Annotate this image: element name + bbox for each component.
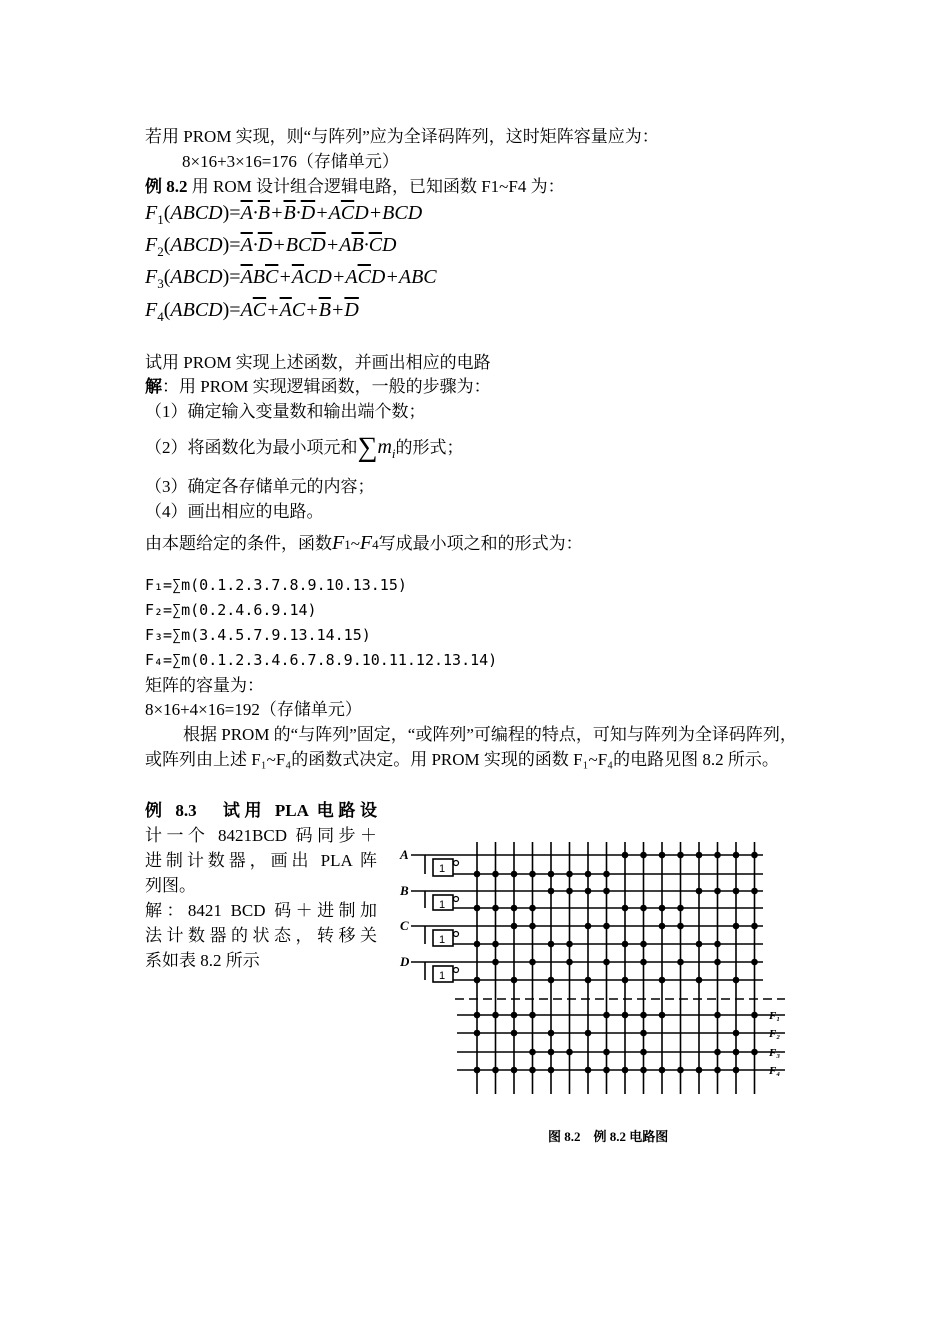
connection-dot [733,852,740,859]
connection-dot [566,888,573,895]
or-connection-dot [603,1049,610,1056]
inverter-bubble [454,932,459,937]
step-3: （3）确定各存储单元的内容； [145,477,375,496]
or-connection-dot [474,1067,481,1074]
connection-dot [474,871,481,878]
connection-dot [677,959,684,966]
connection-dot [529,923,536,930]
connection-dot [714,959,721,966]
example-8-3-line-7: 系如表 8.2 所示 [145,951,260,970]
connection-dot [714,941,721,948]
solution-label: 解 [145,377,162,396]
or-connection-dot [751,1012,758,1019]
connection-dot [492,941,499,948]
output-label: F₃ [769,1047,781,1059]
connection-dot [640,959,647,966]
or-connection-dot [529,1049,536,1056]
connection-dot [585,888,592,895]
figure-caption: 图 8.2 例 8.2 电路图 [548,1129,669,1144]
example-8-3-line-1: 例 8.3 试用 PLA 电路设 [145,801,377,820]
connection-dot [714,888,721,895]
connection-dot [640,852,647,859]
text-line-6: 由本题给定的条件，函数F1~F4写成最小项之和的形式为： [145,532,583,554]
or-connection-dot [714,1012,721,1019]
connection-dot [659,852,666,859]
formula-f4: $F_4(ABCD)=A\overline{C}+\overline{A}C+\overline{B}+\overline{D}$ [145,299,359,324]
prom-circuit-diagram [395,832,795,1097]
or-connection-dot [548,1030,555,1037]
inverter-bubble [454,861,459,866]
or-connection-dot [529,1012,536,1019]
connection-dot [474,941,481,948]
formula-f2: $F_2(ABCD)=\overline{A}\cdot\overline{D}+BC\overline{D}+A\overline{B}\cdot\overline{C}D$ [145,234,397,259]
connection-dot [603,888,610,895]
connection-dot [511,977,518,984]
minterm-f1: F₁=∑m(0.1.2.3.7.8.9.10.13.15) [145,576,407,594]
connection-dot [529,905,536,912]
inverter-bubble [454,897,459,902]
explanation-paragraph: 根据 PROM 的“与阵列”固定，“或阵列”可编程的特点，可知与阵列为全译码阵列，或阵列由上述 F₁~F₄的函数式决定。用 PROM 实现的函数 F₁~F₄的电路见图 8.2 所示。 [145,725,797,769]
input-label: C [400,918,409,933]
or-connection-dot [474,1030,481,1037]
connection-dot [622,941,629,948]
or-connection-dot [677,1067,684,1074]
buffer-label: 1 [439,934,446,946]
connection-dot [751,923,758,930]
connection-dot [659,977,666,984]
buffer-label: 1 [439,970,446,982]
connection-dot [548,977,555,984]
output-label: F₂ [769,1028,781,1040]
minterm-f3: F₃=∑m(3.4.5.7.9.13.14.15) [145,626,371,644]
connection-dot [585,923,592,930]
connection-dot [585,977,592,984]
connection-dot [474,905,481,912]
example-8-3-line-3: 进制计数器，画出 PLA 阵 [145,851,377,870]
buffer-label: 1 [439,863,446,875]
connection-dot [677,852,684,859]
connection-dot [696,852,703,859]
example-8-3-line-6: 法计数器的状态，转移关 [145,926,377,945]
connection-dot [751,959,758,966]
step-2: （2）将函数化为最小项元和$\sum m_i$的形式； [145,432,464,463]
connection-dot [566,959,573,966]
formula-f1: $F_1(ABCD)=\overline{A}\cdot\overline{B}+\overline{B}\cdot\overline{D}+A\overline{C}D+BCD$ [145,202,423,227]
or-connection-dot [511,1012,518,1019]
step-4: （4）画出相应的电路。 [145,502,324,521]
solution-text: ：用 PROM 实现逻辑函数，一般的步骤为： [162,377,491,396]
input-label: B [400,883,409,898]
buffer-label: 1 [439,899,446,911]
connection-dot [677,923,684,930]
connection-dot [529,959,536,966]
connection-dot [529,871,536,878]
inverter-bubble [454,968,459,973]
connection-dot [474,977,481,984]
or-connection-dot [511,1030,518,1037]
or-connection-dot [640,1012,647,1019]
or-connection-dot [659,1012,666,1019]
or-connection-dot [733,1049,740,1056]
example-text: 用 ROM 设计组合逻辑电路，已知函数 F1~F4 为： [191,177,565,196]
connection-dot [603,871,610,878]
connection-dot [714,852,721,859]
minterm-f4: F₄=∑m(0.1.2.3.4.6.7.8.9.10.11.12.13.14) [145,651,498,669]
connection-dot [622,852,629,859]
connection-dot [659,923,666,930]
connection-dot [492,905,499,912]
connection-dot [696,888,703,895]
output-label: F₁ [769,1010,781,1022]
connection-dot [622,977,629,984]
text-line-1: 若用 PROM 实现，则“与阵列”应为全译码阵列，这时矩阵容量应为： [145,127,659,146]
example-8-2-line [145,176,565,198]
connection-dot [548,941,555,948]
connection-dot [511,923,518,930]
or-connection-dot [585,1067,592,1074]
or-connection-dot [714,1067,721,1074]
or-connection-dot [585,1030,592,1037]
step-1: （1）确定输入变量数和输出端个数； [145,402,426,421]
connection-dot [696,941,703,948]
input-label: A [400,847,409,862]
output-label: F₄ [769,1065,781,1077]
connection-dot [511,905,518,912]
connection-dot [548,888,555,895]
or-connection-dot [548,1049,555,1056]
example-8-3-line-5: 解：8421 BCD 码＋进制加 [145,901,377,920]
connection-dot [566,941,573,948]
or-connection-dot [696,1067,703,1074]
connection-dot [733,977,740,984]
or-connection-dot [714,1049,721,1056]
input-label: D [400,954,410,969]
or-connection-dot [622,1012,629,1019]
minterm-f2: F₂=∑m(0.2.4.6.9.14) [145,601,317,619]
connection-dot [659,905,666,912]
formula-f3: $F_3(ABCD)=\overline{A}B\overline{C}+\overline{A}CD+A\overline{C}D+ABC$ [145,266,437,291]
connection-dot [696,977,703,984]
or-connection-dot [603,1012,610,1019]
connection-dot [640,941,647,948]
connection-dot [640,905,647,912]
or-connection-dot [474,1012,481,1019]
connection-dot [511,871,518,878]
connection-dot [733,888,740,895]
example-8-3-line-4: 列图。 [145,876,196,895]
capacity-calc: 8×16+4×16=192（存储单元） [145,700,362,719]
connection-dot [566,871,573,878]
or-connection-dot [603,1067,610,1074]
or-connection-dot [511,1067,518,1074]
connection-dot [492,871,499,878]
or-connection-dot [640,1030,647,1037]
or-connection-dot [733,1067,740,1074]
connection-dot [585,871,592,878]
connection-dot [751,852,758,859]
example-label: 例 8.2 [145,177,188,196]
or-connection-dot [640,1049,647,1056]
text-line-4: 试用 PROM 实现上述函数，并画出相应的电路 [145,353,491,372]
or-connection-dot [733,1030,740,1037]
or-connection-dot [566,1049,573,1056]
connection-dot [603,923,610,930]
solution-line [145,376,491,398]
or-connection-dot [529,1067,536,1074]
or-connection-dot [622,1067,629,1074]
or-connection-dot [659,1067,666,1074]
or-connection-dot [640,1067,647,1074]
connection-dot [548,871,555,878]
connection-dot [492,959,499,966]
or-connection-dot [492,1012,499,1019]
connection-dot [751,888,758,895]
text-line-2: 8×16+3×16=176（存储单元） [182,152,399,171]
connection-dot [622,905,629,912]
or-connection-dot [548,1067,555,1074]
capacity-label: 矩阵的容量为： [145,676,264,695]
connection-dot [603,959,610,966]
example-8-3-line-2: 计一个 8421BCD 码同步＋ [145,826,377,845]
or-connection-dot [492,1067,499,1074]
connection-dot [677,905,684,912]
connection-dot [733,923,740,930]
or-connection-dot [751,1049,758,1056]
